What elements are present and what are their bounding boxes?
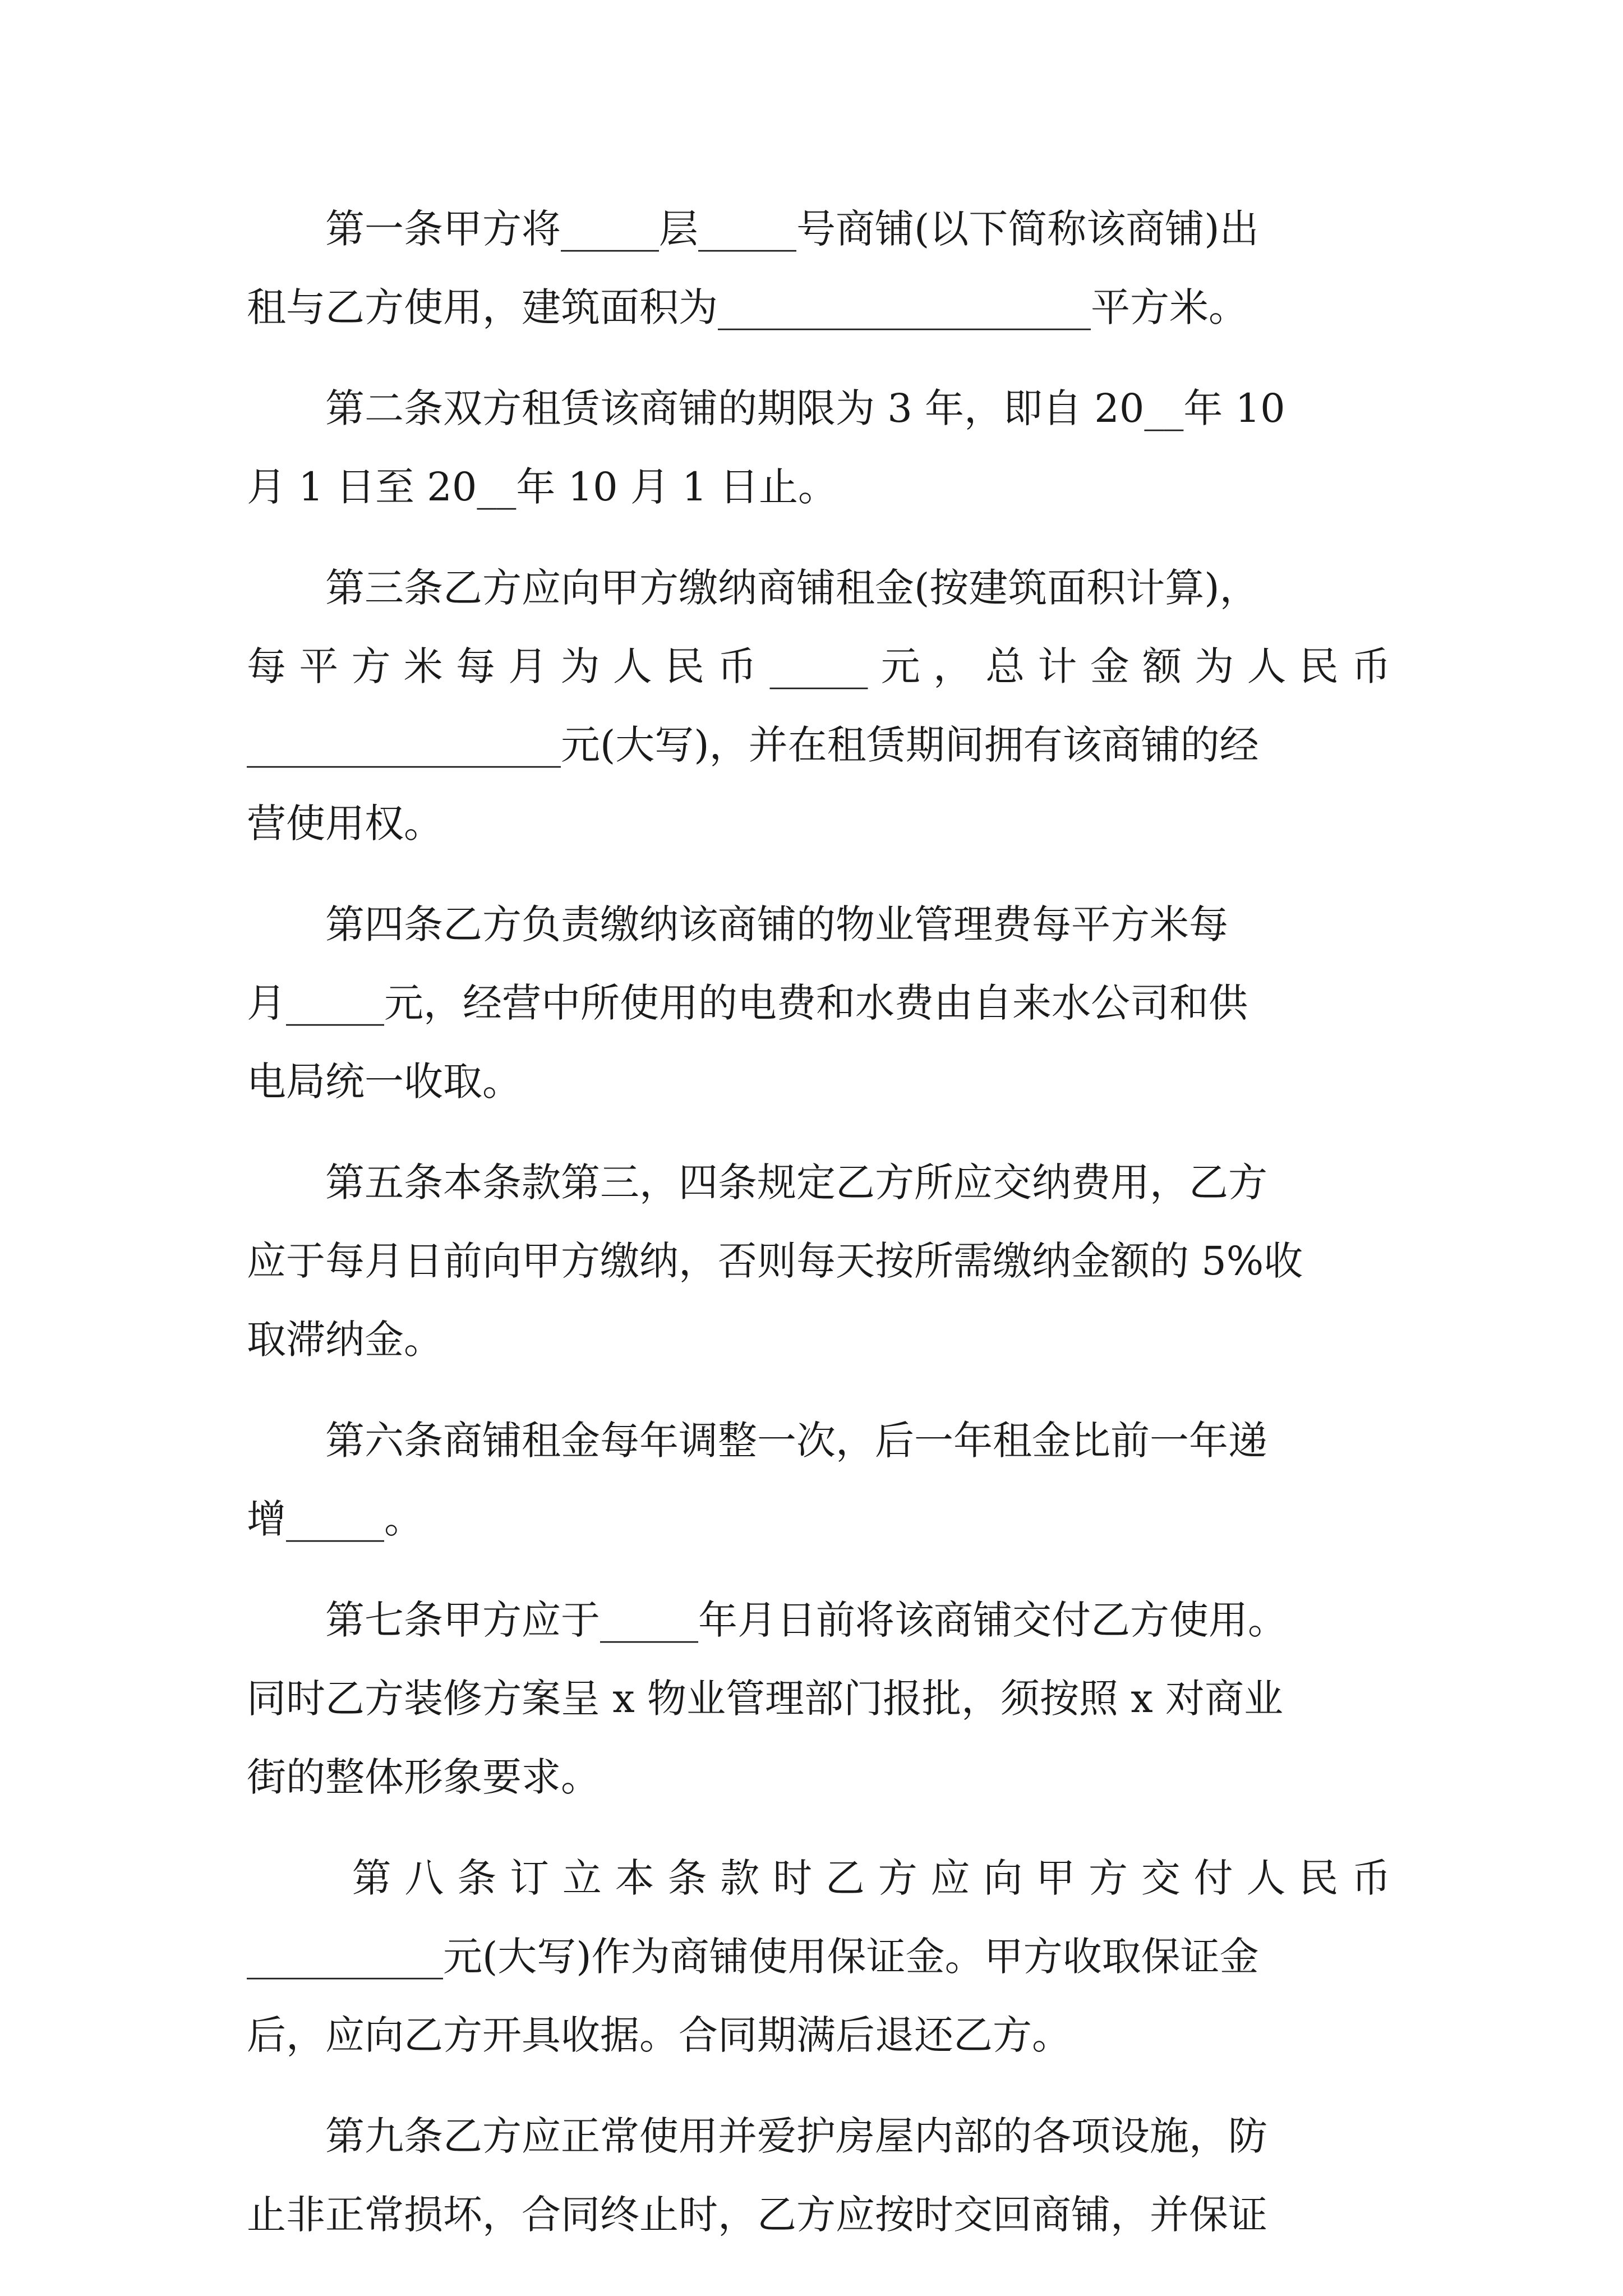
text-line: 第四条乙方负责缴纳该商铺的物业管理费每平方米每: [247, 901, 1228, 947]
text-line: 月_____元，经营中所使用的电费和水费由自来水公司和供: [247, 980, 1248, 1026]
text-line: 止非正常损坏，合同终止时，乙方应按时交回商铺，并保证: [247, 2192, 1267, 2238]
text-line: 租与乙方使用，建筑面积为___________________平方米。: [247, 284, 1248, 330]
text-line: 后，应向乙方开具收据。合同期满后退还乙方。: [247, 2012, 1071, 2058]
text-line: 营使用权。: [247, 800, 443, 846]
text-line: 第七条甲方应于_____年月日前将该商铺交付乙方使用。: [247, 1597, 1287, 1643]
text-line: 街的整体形象要求。: [247, 1754, 600, 1800]
text-line: 每平方米每月为人民币_____元，总计金额为人民币: [247, 643, 1391, 689]
text-line: 第六条商铺租金每年调整一次，后一年租金比前一年递: [247, 1418, 1267, 1464]
text-line: 第九条乙方应正常使用并爱护房屋内部的各项设施，防: [247, 2113, 1267, 2159]
text-line: 增_____。: [247, 1496, 423, 1542]
text-line: 月 1 日至 20__年 10 月 1 日止。: [247, 464, 837, 510]
text-line: ________________元(大写)，并在租赁期间拥有该商铺的经: [247, 722, 1259, 768]
text-line: 电局统一收取。: [247, 1059, 522, 1105]
text-line: 应于每月日前向甲方缴纳，否则每天按所需缴纳金额的 5%收: [247, 1238, 1303, 1284]
text-line: 第八条订立本条款时乙方应向甲方交付人民币: [247, 1855, 1391, 1901]
text-line: 第五条本条款第三，四条规定乙方所应交纳费用，乙方: [247, 1159, 1267, 1205]
text-line: 第二条双方租赁该商铺的期限为 3 年，即自 20__年 10: [247, 385, 1285, 431]
text-line: 第三条乙方应向甲方缴纳商铺租金(按建筑面积计算)，: [247, 565, 1259, 611]
text-line: 第一条甲方将_____层_____号商铺(以下简称该商铺)出: [247, 206, 1259, 252]
text-line: 取滞纳金。: [247, 1317, 443, 1363]
contract-body: [247, 206, 1391, 2276]
text-line: 同时乙方装修方案呈 x 物业管理部门报批，须按照 x 对商业: [247, 1676, 1283, 1722]
text-line: __________元(大写)作为商铺使用保证金。甲方收取保证金: [247, 1934, 1259, 1980]
